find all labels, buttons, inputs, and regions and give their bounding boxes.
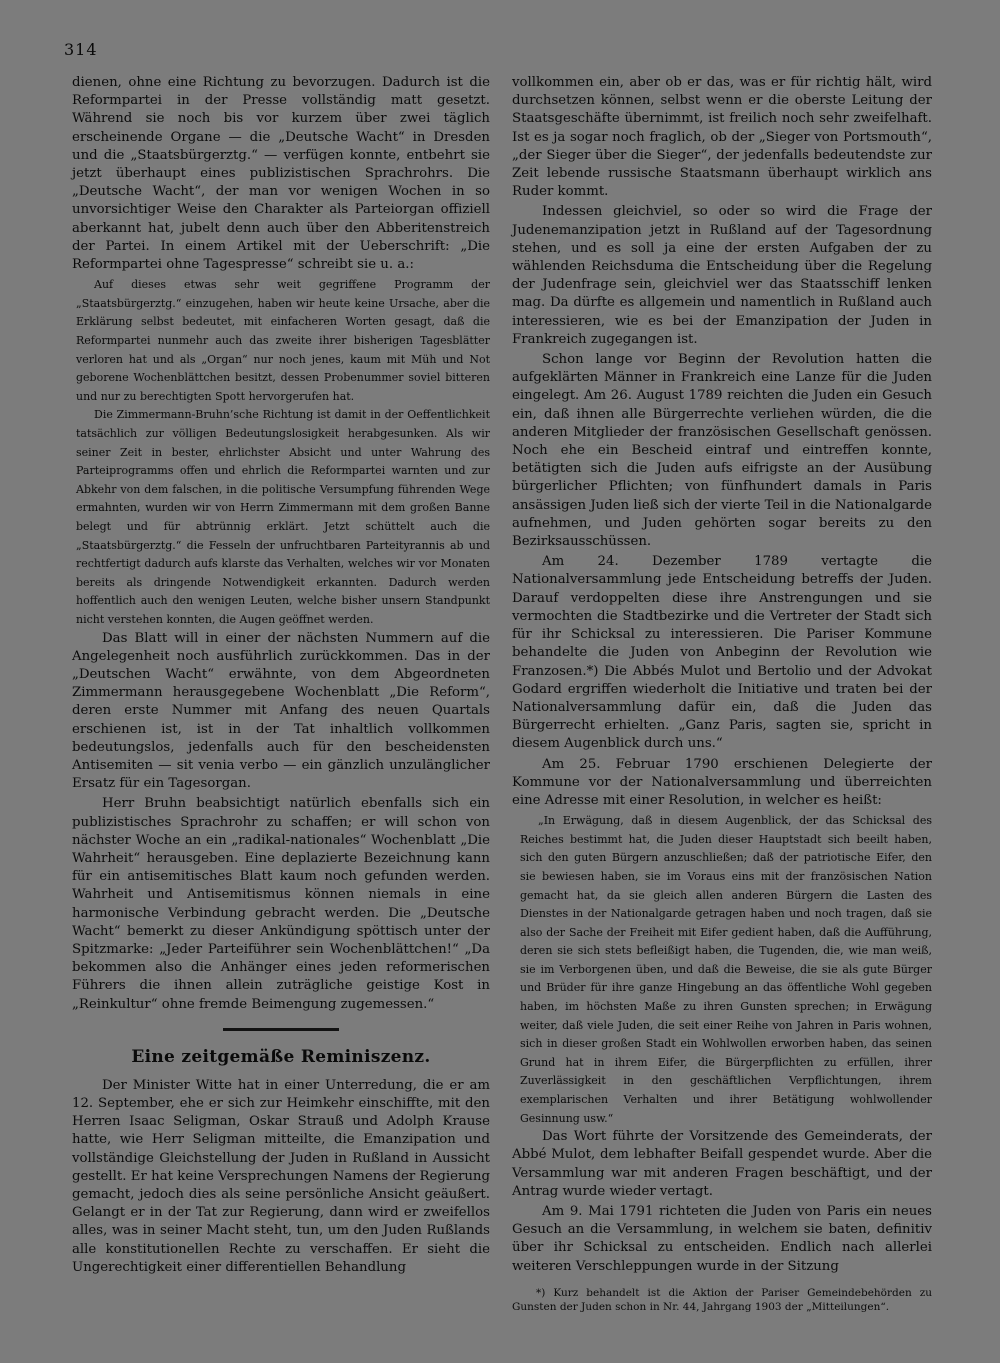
quoted-paragraph: Auf dieses etwas sehr weit gegriffene Programm der „Staatsbürgerztg.“ einzugehen, haben wir heute keine Ursache, aber die Erklärung selbst bedeutet, mit einfacheren Worten gesagt, daß die Reformpartei nunmehr auch das zweite ihrer bisherigen Tagesblätter verloren hat und als „Organ“ nur noch jenes, kaum mit Müh und Not geborene Wochenblättchen besitzt, dessen Probenummer soviel bitteren und nur zu berechtigten Spott hervorgerufen hat. [76,278,490,403]
body-paragraph: Herr Bruhn beabsichtigt natürlich ebenfalls sich ein publizistisches Sprachrohr zu schaffen; er will schon von nächster Woche an ein „radikal-nationales“ Wochenblatt „Die Wahrheit“ herausgeben. Eine deplazierte Bezeichnung kann für ein antisemitisches Blatt kaum noch gefunden werden. Wahrheit und Antisemitismus können niemals in eine harmonische Verbindung gebracht werden. Die „Deutsche Wacht“ bemerkt zu dieser Ankündigung spöttisch unter der Spitzmarke: „Jeder Parteiführer sein Wochenblättchen!“ „Da bekommen also die Anhänger eines jeden reformerischen Führers die ihnen allein zuträgliche geistige Kost in „Reinkultur“ ohne fremde Beimengung zugemessen.“ [72,796,490,1012]
body-paragraph: Am 9. Mai 1791 richteten die Juden von Paris ein neues Gesuch an die Versammlung, in welchem sie baten, definitiv über ihr Schicksal zu entscheiden. Endlich nach allerlei weiteren Verschleppungen wurde in der Sitzung [512,1204,932,1274]
body-paragraph: Am 24. Dezember 1789 vertagte die Nationalversammlung jede Entscheidung betreffs der Juden. Darauf verdoppelten diese ihre Anstrengungen und sie vermochten die Stadtbezirke und die Vertreter der Stadt sich für ihr Schicksal zu interessieren. Die Pariser Kommune behandelte die Juden von Anbeginn der Revolution wie Franzosen.*) Die Abbés Mulot und Bertolio und der Advokat Godard ergriffen wiederholt die Initiative und traten bei der Nationalversammlung dafür ein, daß die Juden das Bürgerrecht erhielten. „Ganz Paris, sagten sie, spricht in diesem Augenblick durch uns.“ [512,554,932,752]
body-paragraph: Schon lange vor Beginn der Revolution hatten die aufgeklärten Männer in Frankreich eine Lanze für die Juden eingelegt. Am 26. August 1789 reichten die Juden ein Gesuch ein, daß ihnen alle Bürgerrechte verliehen würden, die die anderen Mitglieder der französischen Gesellschaft genössen. Noch ehe ein Bescheid eintraf und eintreffen konnte, betätigten sich die Juden aufs eifrigste an der Ausübung bürgerlicher Pflichten; von fünfhundert damals in Paris ansässigen Juden ließ sich der vierte Teil in die Nationalgarde aufnehmen, und Juden gehörten sogar bereits zu den Bezirksausschüssen. [512,352,932,550]
page-number: 314 [64,40,98,59]
right-column [512,74,932,1314]
section-divider [223,1028,339,1031]
left-column [72,74,490,1279]
body-paragraph: Der Minister Witte hat in einer Unterredung, die er am 12. September, ehe er sich zur Heimkehr einschiffte, mit den Herren Isaac Seligman, Oskar Strauß und Adolph Krause hatte, wie Herr Seligman mitteilte, die Emanzipation und vollständige Gleichstellung der Juden in Rußland in Aussicht gestellt. Er hat keine Versprechungen Namens der Regierung gemacht, jedoch dies als seine persönliche Ansicht geäußert. Gelangt er in der Tat zur Regierung, dann wird er zweifellos alles, was in seiner Macht steht, tun, um den Juden Rußlands alle konstitutionellen Rechte zu verschaffen. Er sieht die Ungerechtigkeit einer differentiellen Behandlung [72,1077,490,1275]
body-paragraph: Das Wort führte der Vorsitzende des Gemeinderats, der Abbé Mulot, dem lebhafter Beifall gespendet wurde. Aber die Versammlung war mit anderen Fragen beschäftigt, und der Antrag wurde wieder vertagt. [512,1129,932,1199]
body-paragraph: vollkommen ein, aber ob er das, was er für richtig hält, wird durchsetzen können, selbst wenn er die oberste Leitung der Staatsgeschäfte übernimmt, ist freilich noch sehr zweifelhaft. Ist es ja sogar noch fraglich, ob der „Sieger von Portsmouth“, „der Sieger über die Sieger“, der jedenfalls bedeutendste zur Zeit lebende russische Staatsmann überhaupt wirklich ans Ruder kommt. [512,75,932,200]
body-paragraph: Das Blatt will in einer der nächsten Nummern auf die Angelegenheit noch ausführlich zurückkommen. Das in der „Deutschen Wacht“ erwähnte, von dem Abgeordneten Zimmermann herausgegebene Wochenblatt „Die Reform“, deren erste Nummer mit Anfang des neuen Quartals erschienen ist, ist in der Tat inhaltlich vollkommen bedeutungslos, jedenfalls auch für den bescheidensten Antisemiten — sit venia verbo — ein gänzlich unzulänglicher Ersatz für ein Tagesorgan. [72,630,490,792]
body-paragraph: dienen, ohne eine Richtung zu bevorzugen. Dadurch ist die Reformpartei in der Presse vollständig matt gesetzt. Während sie noch bis vor kurzem über zwei täglich erscheinende Organe — die „Deutsche Wacht“ in Dresden und die „Staatsbürgerztg.“ — verfügen konnte, entbehrt sie jetzt überhaupt eines publizistischen Sprachrohrs. Die „Deutsche Wacht“, der man vor wenigen Wochen in so unvorsichtiger Weise den Charakter als Parteiorgan offiziell aberkannt hat, jubelt denn auch über den Abberitenstreich der Partei. In einem Artikel mit der Ueberschrift: „Die Reformpartei ohne Tagespresse“ schreibt sie u. a.: [72,75,490,273]
body-paragraph: Indessen gleichviel, so oder so wird die Frage der Judenemanzipation jetzt in Rußland auf der Tagesordnung stehen, und es soll ja eine der ersten Aufgaben der zu wählenden Reichsduma die Entscheidung über die Regelung der Judenfrage sein, gleichviel wer das Staatsschiff lenken mag. Da dürfte es allgemein und namentlich in Rußland auch interessieren, wie es bei der Emanzipation der Juden in Frankreich zugegangen ist. [512,204,932,347]
article-heading: Eine zeitgemäße Reminiszenz. [131,1046,431,1067]
quoted-paragraph: „In Erwägung, daß in diesem Augenblick, der das Schicksal des Reiches bestimmt hat, die Juden dieser Hauptstadt sich beeilt haben, sich den guten Bürgern anzuschließen; daß der patriotische Eifer, den sie bewiesen haben, sie im Voraus eins mit der französischen Nation gemacht hat, da sie gleich allen anderen Bürgern die Lasten des Dienstes in der Nationalgarde getragen haben und noch tragen, daß sie also der Sache der Freiheit mit Eifer gedient haben, daß die Aufführung, deren sie sich stets befleißigt haben, die Tugenden, die, wie man weiß, sie im Verborgenen üben, und daß die Beweise, die sie als gute Bürger und Brüder für ihre ganze Hingebung an das öffentliche Wohl gegeben haben, im höchsten Maße zu ihren Gunsten sprechen; in Erwägung weiter, daß viele Juden, die seit einer Reihe von Jahren in Paris wohnen, sich in dieser großen Stadt ein Wohlwollen erworben haben, das seinen Grund hat in ihrem Eifer, die Bürgerpflichten zu erfüllen, ihrer Zuverlässigkeit in den geschäftlichen Verpflichtungen, ihrem exemplarischen Verhalten und ihrer Betätigung wohlwollender Gesinnung usw.“ [520,814,932,1125]
footnote: *) Kurz behandelt ist die Aktion der Pariser Gemeindebehörden zu Gunsten der Juden schon in Nr. 44, Jahrgang 1903 der „Mitteilungen“. [512,1286,932,1313]
quoted-paragraph: Die Zimmermann-Bruhn’sche Richtung ist damit in der Oeffentlichkeit tatsächlich zur völligen Bedeutungslosigkeit herabgesunken. Als wir seiner Zeit in bester, ehrlichster Absicht und unter Wahrung des Parteiprogramms offen und ehrlich die Reformpartei warnten und zur Abkehr von dem falschen, in die politische Versumpfung führenden Wege ermahnten, wurden wir von Herrn Zimmermann mit dem großen Banne belegt und für abtrünnig erklärt. Jetzt schüttelt auch die „Staatsbürgerztg.“ die Fesseln der unfruchtbaren Parteityrannis ab und rechtfertigt dadurch aufs klarste das Verhalten, welches wir vor Monaten bereits als dringende Notwendigkeit erkannten. Dadurch werden hoffentlich auch den wenigen Leuten, welche bisher unsern Standpunkt nicht verstehen konnten, die Augen geöffnet werden. [76,408,490,626]
body-paragraph: Am 25. Februar 1790 erschienen Delegierte der Kommune vor der Nationalversammlung und überreichten eine Adresse mit einer Resolution, in welcher es heißt: [512,756,932,808]
